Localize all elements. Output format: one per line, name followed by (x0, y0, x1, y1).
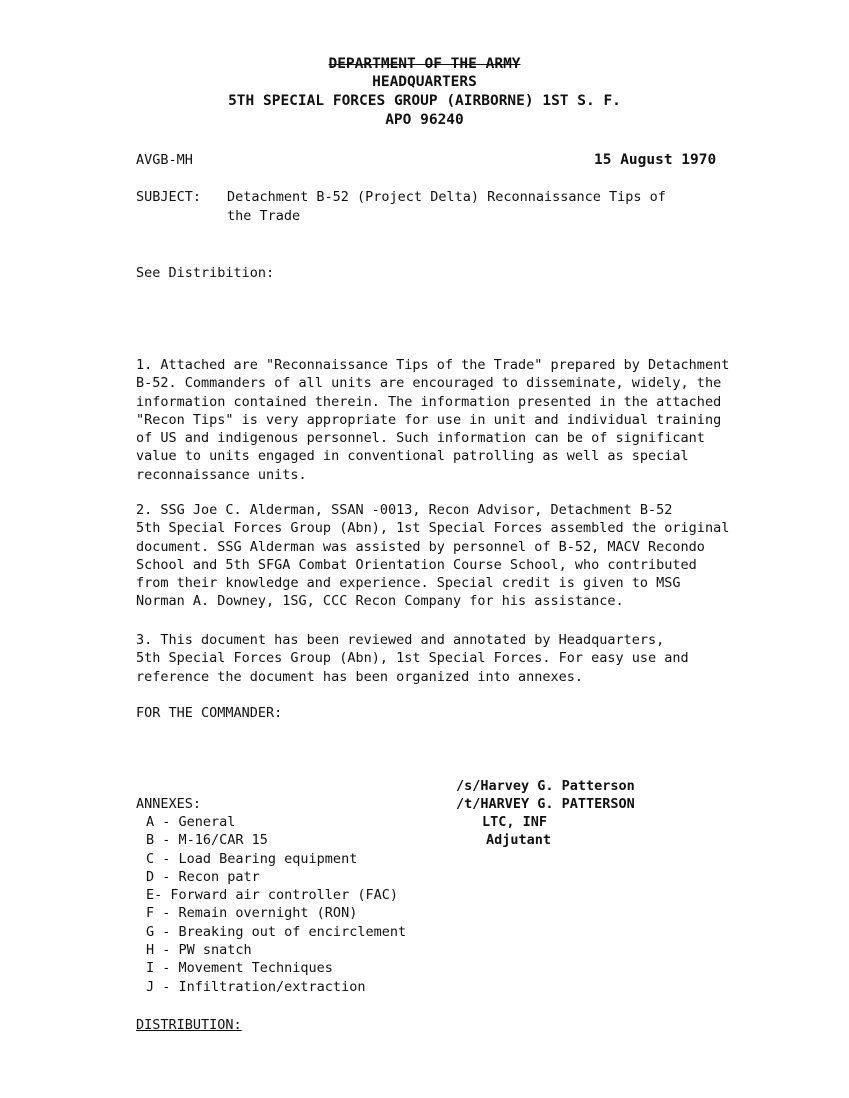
paragraph-line: 3. This document has been reviewed and annotated by Headquarters, (136, 632, 665, 648)
subject-line-1: Detachment B-52 (Project Delta) Reconnaissance Tips of (227, 189, 666, 205)
annex-item: E- Forward air controller (FAC) (146, 887, 398, 904)
paragraph-line: value to units engaged in conventional patrolling as well as special (136, 448, 689, 465)
paragraph-1 (136, 356, 729, 484)
paragraph-line: 2. SSG Joe C. Alderman, SSAN -0013, Recon Advisor, Detachment B-52 (136, 502, 673, 518)
annex-item: D - Recon patr (146, 868, 260, 885)
letter-date: 15 August 1970 (594, 152, 717, 168)
annex-item: F - Remain overnight (RON) (146, 905, 358, 922)
letterhead-unit: 5TH SPECIAL FORCES GROUP (AIRBORNE) 1ST S. F. (228, 93, 621, 109)
letterhead-headquarters: HEADQUARTERS (372, 74, 477, 90)
annexes-list (146, 813, 406, 996)
paragraph-3 (136, 631, 689, 686)
annex-item: C - Load Bearing equipment (146, 850, 358, 867)
distribution-heading: DISTRIBUTION: (136, 1017, 242, 1033)
paragraph-line: B-52. Commanders of all units are encouraged to disseminate, widely, the (136, 375, 722, 392)
addressee: See Distribition: (136, 265, 275, 281)
signature-rank: LTC, INF (482, 814, 548, 830)
annex-item: A - General (146, 814, 236, 830)
paragraph-line: reference the document has been organized into annexes. (136, 668, 584, 685)
paragraph-line: Norman A. Downey, 1SG, CCC Recon Company for his assistance. (136, 593, 624, 610)
annex-item: G - Breaking out of encirclement (146, 923, 407, 940)
signature-signed: /s/Harvey G. Patterson (456, 778, 635, 794)
signature-typed-name: /t/HARVEY G. PATTERSON (456, 796, 635, 812)
subject-line-2: the Trade (227, 208, 301, 224)
paragraph-line: from their knowledge and experience. Special credit is given to MSG (136, 575, 681, 592)
annex-item: I - Movement Techniques (146, 960, 333, 977)
paragraph-line: of US and indigenous personnel. Such information can be of significant (136, 430, 705, 447)
closing: FOR THE COMMANDER: (136, 705, 283, 721)
annexes-title: ANNEXES: (136, 796, 202, 812)
annex-item: B - M-16/CAR 15 (146, 832, 268, 849)
paragraph-line: "Recon Tips" is very appropriate for use in unit and individual training (136, 411, 722, 428)
paragraph-line: School and 5th SFGA Combat Orientation Course School, who contributed (136, 556, 697, 573)
letterhead-apo: APO 96240 (385, 112, 464, 128)
paragraph-2 (136, 501, 729, 611)
annex-item: J - Infiltration/extraction (146, 978, 366, 995)
paragraph-line: reconnaissance units. (136, 466, 307, 483)
paragraph-line: document. SSG Alderman was assisted by personnel of B-52, MACV Recondo (136, 538, 705, 555)
signature-title: Adjutant (486, 832, 552, 848)
paragraph-line: 5th Special Forces Group (Abn), 1st Special Forces. For easy use and (136, 650, 689, 667)
subject-label: SUBJECT: (136, 189, 202, 205)
paragraph-line: information contained therein. The information presented in the attached (136, 393, 722, 410)
paragraph-line: 5th Special Forces Group (Abn), 1st Special Forces assembled the original (136, 520, 730, 537)
letterhead-department: DEPARTMENT OF THE ARMY (328, 56, 521, 72)
annex-item: H - PW snatch (146, 942, 252, 959)
paragraph-line: 1. Attached are "Reconnaissance Tips of the Trade" prepared by Detachment (136, 357, 730, 373)
office-symbol: AVGB-MH (136, 152, 193, 168)
